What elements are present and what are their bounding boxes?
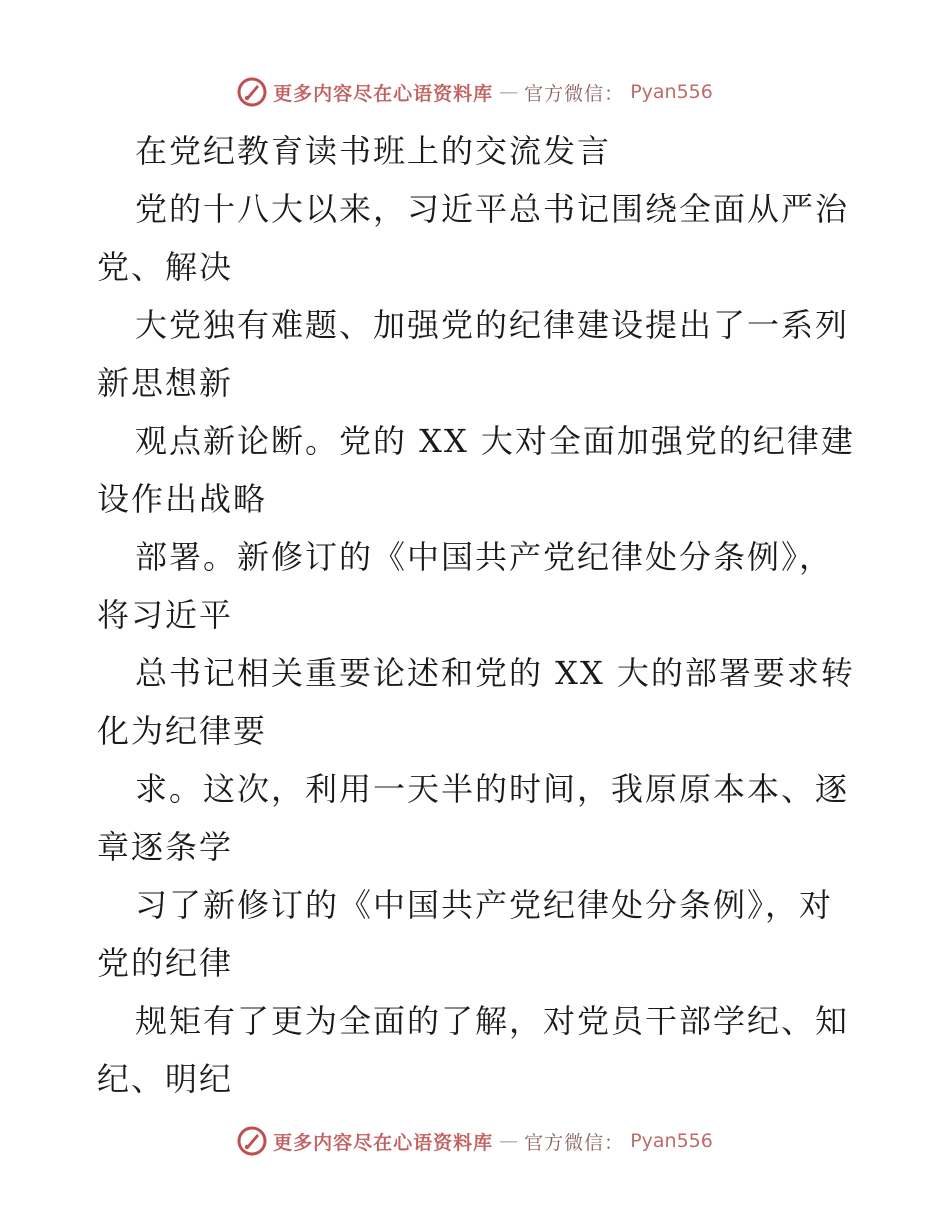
text-line: 大党独有难题、加强党的纪律建设提出了一系列: [135, 306, 850, 344]
text-line: 习了新修订的《中国共产党纪律处分条例》，对: [135, 886, 834, 924]
text-line: 设作出战略: [97, 480, 268, 518]
text-line: 党、解决: [97, 248, 234, 286]
document-body: [97, 122, 867, 1108]
text-line: 规矩有了更为全面的了解，对党员干部学纪、知: [135, 1002, 850, 1040]
watermark-dash: —: [499, 81, 519, 103]
text-line: 章逐条学: [97, 828, 234, 866]
text-line: 求。这次，利用一天半的时间，我原原本本、逐: [135, 770, 850, 808]
watermark-text: 更多内容尽在心语资料库: [273, 82, 494, 105]
text-line: 党的十八大以来，习近平总书记围绕全面从严治: [135, 190, 850, 228]
header-watermark: [0, 72, 950, 112]
watermark-official-label: 官方微信：: [524, 82, 625, 105]
quill-logo-icon: [237, 1126, 267, 1156]
watermark-official-label: 官方微信：: [524, 1131, 625, 1154]
text-line: 纪、明纪: [97, 1060, 234, 1098]
watermark-dash: —: [499, 1130, 519, 1152]
text-line: 将习近平: [97, 596, 234, 634]
text-line: 新思想新: [97, 364, 234, 402]
text-line: 化为纪律要: [97, 712, 268, 750]
text-line: 总书记相关重要论述和党的 XX 大的部署要求转: [135, 654, 855, 692]
text-line: 党的纪律: [97, 944, 234, 982]
watermark-wechat-id: Pyan556: [630, 1130, 713, 1152]
footer-watermark: [0, 1121, 950, 1161]
document-title: 在党纪教育读书班上的交流发言: [135, 132, 612, 170]
text-line: 部署。新修订的《中国共产党纪律处分条例》，: [135, 538, 834, 576]
watermark-text: 更多内容尽在心语资料库: [273, 1131, 494, 1154]
quill-logo-icon: [237, 77, 267, 107]
text-line: 观点新论断。党的 XX 大对全面加强党的纪律建: [135, 422, 855, 460]
watermark-wechat-id: Pyan556: [630, 81, 713, 103]
